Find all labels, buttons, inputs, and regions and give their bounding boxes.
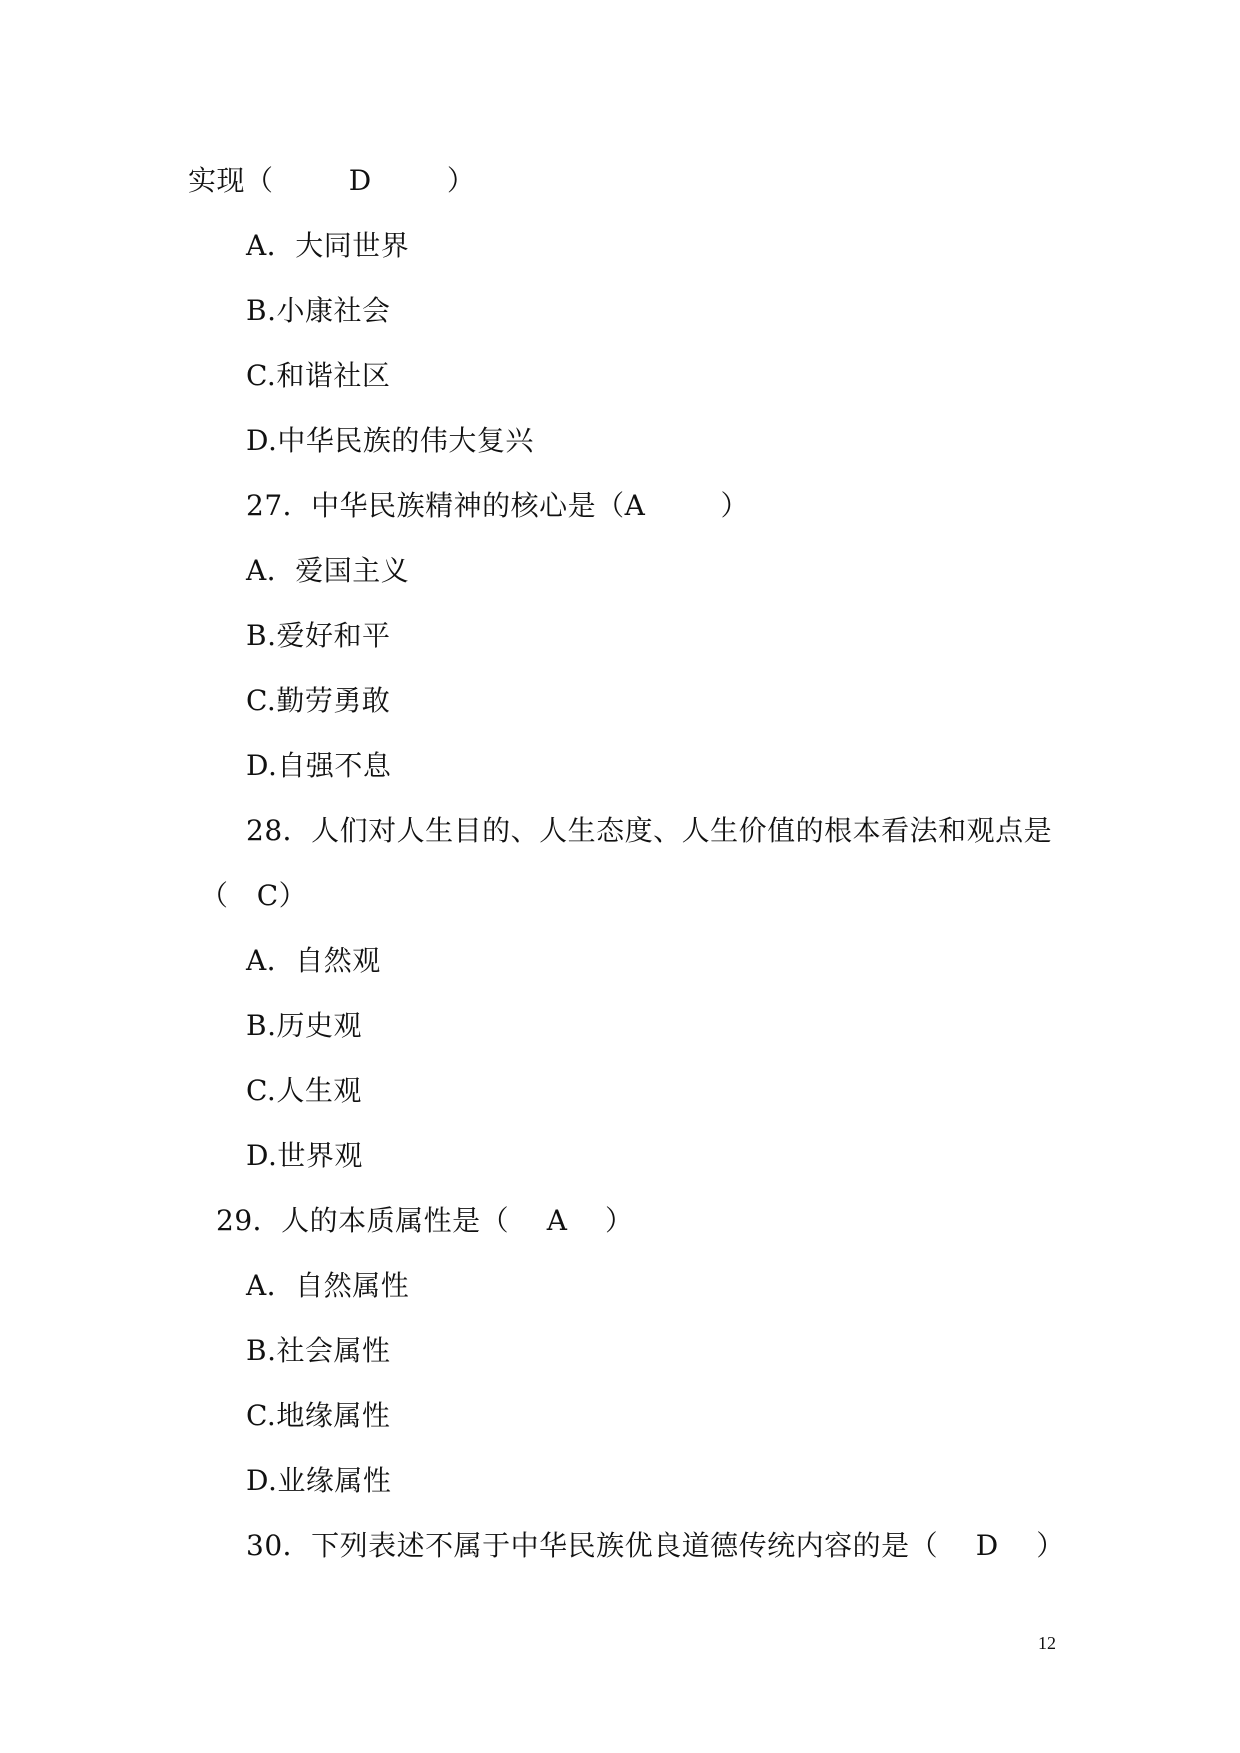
question-27-stem: 27．中华民族精神的核心是（A ） [246, 489, 750, 522]
question-28-option-b: B.历史观 [246, 1009, 362, 1042]
question-29-option-d: D.业缘属性 [246, 1464, 392, 1497]
question-26-option-d: D.中华民族的伟大复兴 [246, 424, 534, 457]
question-29-option-c: C.地缘属性 [246, 1399, 391, 1432]
question-27-option-c: C.勤劳勇敢 [246, 684, 391, 717]
question-26-option-c: C.和谐社区 [246, 359, 391, 392]
question-30-stem: 30．下列表述不属于中华民族优良道德传统内容的是（ D ） [246, 1529, 1065, 1562]
question-28-option-c: C.人生观 [246, 1074, 362, 1107]
question-26-option-b: B.小康社会 [246, 294, 391, 327]
page-number: 12 [1038, 1633, 1056, 1653]
question-26-option-a: A．大同世界 [246, 229, 410, 262]
question-28-answer: （ C） [200, 879, 308, 912]
question-29-option-b: B.社会属性 [246, 1334, 391, 1367]
question-28-stem: 28．人们对人生目的、人生态度、人生价值的根本看法和观点是 [246, 814, 1053, 847]
question-27-option-b: B.爱好和平 [246, 619, 391, 652]
question-28-option-d: D.世界观 [246, 1139, 363, 1172]
question-29-stem: 29．人的本质属性是（ A ） [216, 1204, 634, 1237]
question-27-option-d: D.自强不息 [246, 749, 392, 782]
question-27-option-a: A．爱国主义 [246, 554, 410, 587]
question-28-option-a: A．自然观 [246, 944, 381, 977]
question-29-option-a: A．自然属性 [246, 1269, 410, 1302]
question-26-stem-continuation: 实现（ D ） [188, 164, 476, 197]
